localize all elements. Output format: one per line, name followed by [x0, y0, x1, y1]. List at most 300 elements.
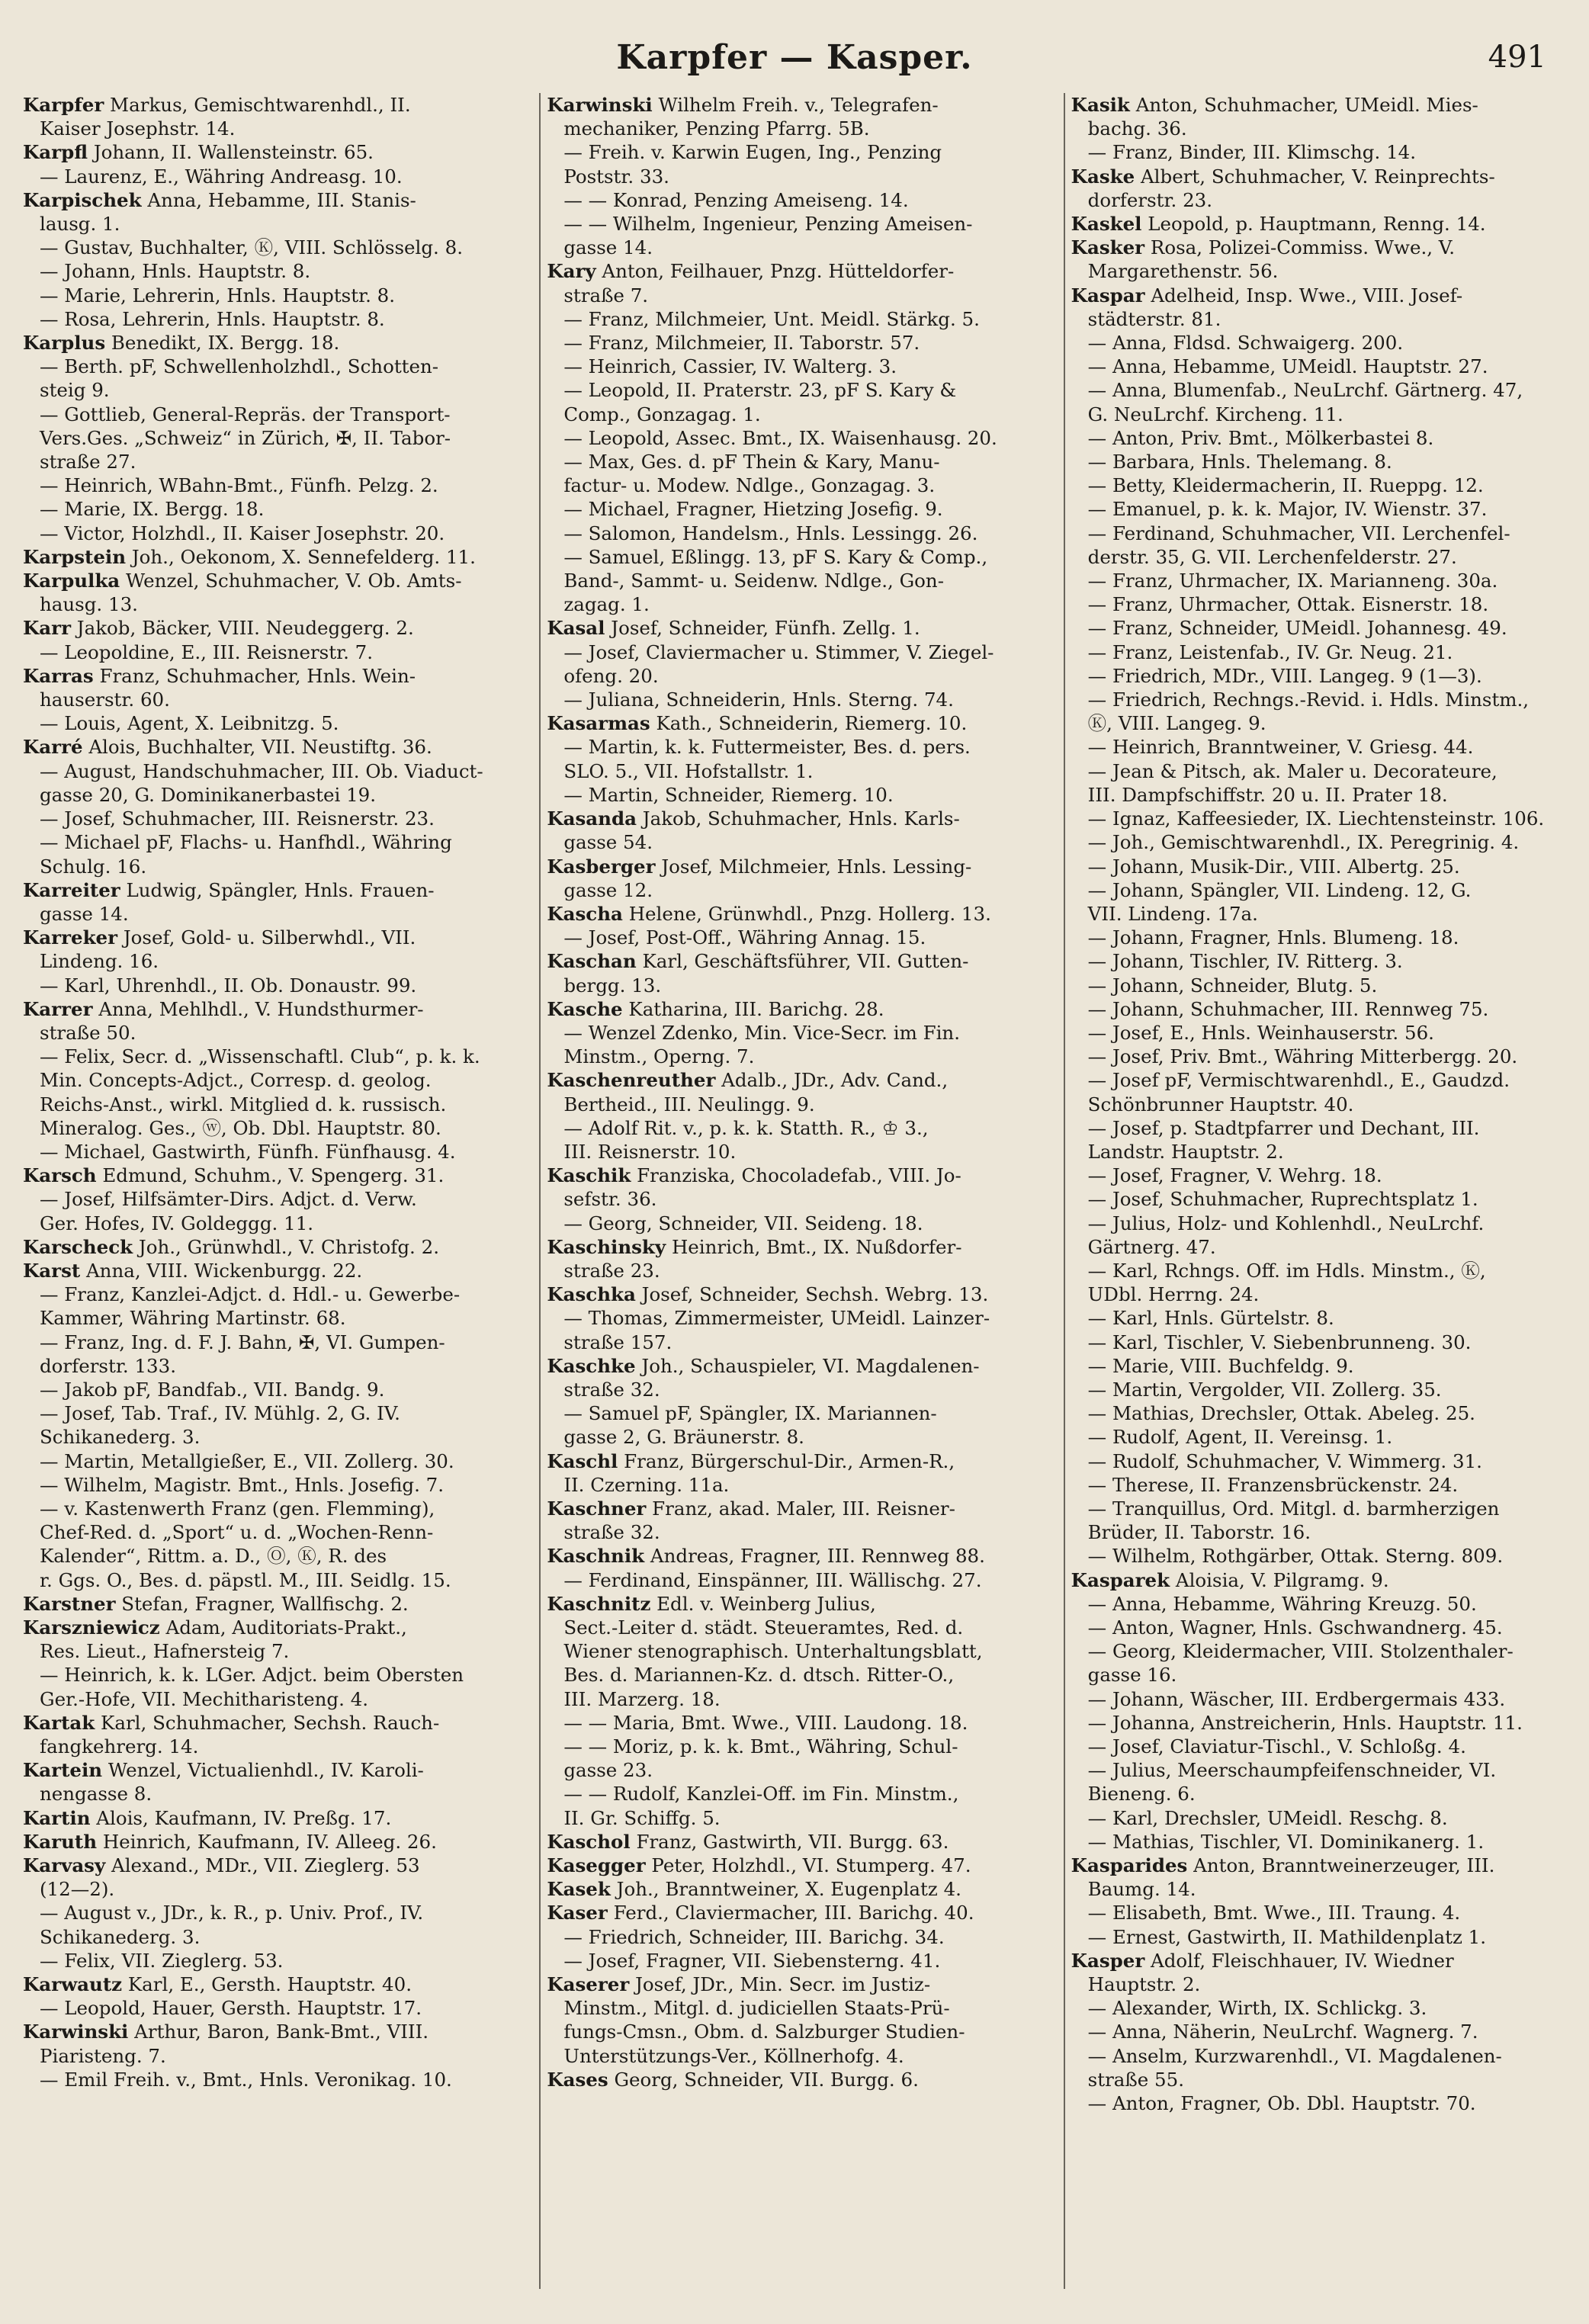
- entry-text: gasse 20, G. Dominikanerbastei 19.: [40, 783, 377, 806]
- directory-entry: [1071, 1687, 1571, 1711]
- entry-text: — Martin, Schneider, Riemerg. 10.: [563, 783, 894, 806]
- entry-text: — Josef, Fragner, V. Wehrg. 18.: [1087, 1164, 1382, 1187]
- entry-text: — Johann, Schneider, Blutg. 5.: [1087, 974, 1378, 997]
- entry-text: — Juliana, Schneiderin, Hnls. Sterng. 74.: [563, 689, 954, 711]
- entry-text: — Anna, Blumenfab., NeuLrchf. Gärtnerg. 47,: [1087, 379, 1523, 402]
- entry-surname: Kasparek: [1071, 1568, 1170, 1591]
- directory-entry: [547, 1045, 1046, 1068]
- entry-text: Heinrich, Bmt., IX. Nußdorfer-: [666, 1235, 962, 1258]
- directory-entry: [547, 259, 1046, 283]
- entry-text: — Karl, Drechsler, UMeidl. Reschg. 8.: [1087, 1806, 1448, 1829]
- entry-text: fungs-Cmsn., Obm. d. Salzburger Studien-: [563, 2021, 965, 2043]
- entry-text: Joh., Grünwhdl., V. Christofg. 2.: [133, 1235, 439, 1258]
- directory-entry: [547, 1544, 1046, 1568]
- directory-entry: [547, 212, 1046, 236]
- directory-entry: [547, 759, 1046, 783]
- entry-text: — Emil Freih. v., Bmt., Hnls. Veronikag. 10.: [40, 2068, 452, 2091]
- directory-entry: [547, 592, 1046, 616]
- directory-entry: [23, 926, 522, 949]
- entry-surname: Karst: [23, 1259, 81, 1282]
- running-title: Karpfer — Kasper.: [616, 38, 973, 77]
- directory-entry: [1071, 188, 1571, 212]
- directory-entry: [547, 1806, 1046, 1830]
- entry-text: UDbl. Herrng. 24.: [1087, 1283, 1260, 1306]
- entry-text: III. Marzerg. 18.: [563, 1687, 721, 1710]
- directory-entry: [1071, 378, 1571, 402]
- entry-text: Vers.Ges. „Schweiz“ in Zürich, ✠, II. Tabor-: [40, 426, 451, 449]
- entry-text: — Rosa, Lehrerin, Hnls. Hauptstr. 8.: [40, 307, 385, 330]
- entry-text: Landstr. Hauptstr. 2.: [1087, 1140, 1284, 1163]
- directory-entry: [1071, 1639, 1571, 1663]
- entry-text: — Georg, Kleidermacher, VIII. Stolzenthaler-: [1087, 1640, 1514, 1663]
- directory-entry: [547, 1568, 1046, 1592]
- entry-surname: Kasparides: [1071, 1854, 1188, 1877]
- directory-entry: [23, 117, 522, 140]
- directory-entry: [1071, 1187, 1571, 1211]
- entry-text: straße 32.: [563, 1378, 660, 1401]
- entry-text: — Jakob pF, Bandfab., VII. Bandg. 9.: [40, 1378, 385, 1401]
- directory-entry: [1071, 1949, 1571, 1973]
- entry-surname: Kaspar: [1071, 284, 1145, 307]
- entry-text: — Wilhelm, Rothgärber, Ottak. Sterng. 809.: [1087, 1545, 1504, 1568]
- entry-text: Wilhelm Freih. v., Telegrafen-: [652, 94, 939, 116]
- directory-entry: [547, 1711, 1046, 1735]
- entry-text: — Rudolf, Schuhmacher, V. Wimmerg. 31.: [1087, 1449, 1482, 1472]
- directory-entry: [1071, 1544, 1571, 1568]
- directory-entry: [23, 1187, 522, 1211]
- entry-surname: Kasker: [1071, 236, 1145, 259]
- directory-entry: [23, 783, 522, 807]
- directory-columns: [23, 93, 1571, 2289]
- entry-text: städterstr. 81.: [1087, 307, 1221, 330]
- entry-text: — Anton, Wagner, Hnls. Gschwandnerg. 45.: [1087, 1616, 1503, 1639]
- directory-entry: [547, 1782, 1046, 1806]
- entry-text: — Franz, Milchmeier, Unt. Meidl. Stärkg. 5.: [563, 307, 980, 330]
- directory-entry: [1071, 1282, 1571, 1306]
- entry-surname: Kasegger: [547, 1854, 646, 1877]
- directory-entry: [547, 1401, 1046, 1425]
- directory-entry: [547, 1093, 1046, 1116]
- directory-entry: [1071, 1068, 1571, 1092]
- directory-entry: [23, 592, 522, 616]
- entry-text: — Samuel pF, Spängler, IX. Mariannen-: [563, 1402, 937, 1425]
- entry-surname: Kasek: [547, 1878, 611, 1901]
- entry-surname: Karwinski: [23, 2021, 129, 2043]
- directory-entry: [23, 1568, 522, 1592]
- entry-surname: Kaschik: [547, 1164, 631, 1187]
- entry-surname: Karpulka: [23, 570, 120, 592]
- entry-text: Alois, Kaufmann, IV. Preßg. 17.: [90, 1806, 392, 1829]
- directory-entry: [1071, 1235, 1571, 1259]
- entry-text: Aloisia, V. Pilgramg. 9.: [1170, 1568, 1389, 1591]
- directory-entry: [547, 93, 1046, 117]
- directory-entry: [1071, 1378, 1571, 1401]
- directory-entry: [23, 284, 522, 307]
- entry-text: — Emanuel, p. k. k. Major, IV. Wienstr. 37.: [1087, 498, 1488, 521]
- entry-text: — August, Handschuhmacher, III. Ob. Viaduct-: [40, 759, 483, 782]
- directory-entry: [1071, 284, 1571, 307]
- directory-entry: [23, 1449, 522, 1473]
- entry-surname: Kaschnitz: [547, 1592, 651, 1615]
- directory-entry: [1071, 1782, 1571, 1806]
- entry-text: straße 55.: [1087, 2068, 1185, 2091]
- directory-entry: [23, 1425, 522, 1449]
- entry-text: Schikanederg. 3.: [40, 1426, 201, 1449]
- entry-text: fangkehrerg. 14.: [40, 1735, 199, 1758]
- entry-text: Josef, Schneider, Fünfh. Zellg. 1.: [605, 617, 920, 640]
- directory-entry: [1071, 1616, 1571, 1639]
- directory-entry: [547, 1354, 1046, 1378]
- directory-entry: [1071, 902, 1571, 926]
- entry-text: — Johann, Wäscher, III. Erdbergermais 433.: [1087, 1687, 1506, 1710]
- entry-text: Margarethenstr. 56.: [1087, 260, 1279, 283]
- directory-entry: [547, 331, 1046, 355]
- directory-entry: [23, 1663, 522, 1687]
- entry-text: — — Moriz, p. k. k. Bmt., Währing, Schul-: [563, 1735, 958, 1758]
- directory-entry: [23, 1806, 522, 1830]
- directory-entry: [23, 93, 522, 117]
- directory-entry: [547, 735, 1046, 759]
- entry-text: — Julius, Holz- und Kohlenhdl., NeuLrchf.: [1087, 1212, 1485, 1234]
- entry-surname: Kaschenreuther: [547, 1069, 716, 1092]
- directory-entry: [1071, 1758, 1571, 1782]
- directory-entry: [547, 1378, 1046, 1401]
- directory-entry: [23, 1497, 522, 1520]
- directory-entry: [547, 403, 1046, 426]
- entry-text: gasse 12.: [563, 878, 653, 901]
- entry-text: VII. Lindeng. 17a.: [1087, 902, 1258, 925]
- entry-text: — Martin, k. k. Futtermeister, Bes. d. pers.: [563, 736, 971, 759]
- directory-entry: [1071, 1877, 1571, 1901]
- entry-text: — Rudolf, Agent, II. Vereinsg. 1.: [1087, 1426, 1393, 1449]
- entry-surname: Karplus: [23, 332, 106, 355]
- directory-entry: [1071, 878, 1571, 902]
- entry-text: — Barbara, Hnls. Thelemang. 8.: [1087, 451, 1392, 473]
- directory-entry: [23, 1259, 522, 1282]
- directory-entry: [547, 783, 1046, 807]
- directory-entry: [23, 331, 522, 355]
- directory-entry: [23, 1140, 522, 1164]
- entry-text: — Jean & Pitsch, ak. Maler u. Decorateure,: [1087, 759, 1498, 782]
- entry-surname: Kasanda: [547, 807, 637, 830]
- entry-text: — Josef, Claviermacher u. Stimmer, V. Ziegel-: [563, 640, 994, 663]
- entry-text: Bieneng. 6.: [1087, 1783, 1196, 1806]
- directory-entry: [23, 855, 522, 878]
- directory-entry: [547, 1901, 1046, 1924]
- entry-text: — Johann, Schuhmacher, III. Rennweg 75.: [1087, 997, 1489, 1020]
- directory-entry: [1071, 1711, 1571, 1735]
- entry-text: Ludwig, Spängler, Hnls. Frauen-: [120, 878, 435, 901]
- entry-text: r. Ggs. O., Bes. d. päpstl. M., III. Seidlg. 15.: [40, 1568, 451, 1591]
- directory-entry: [1071, 140, 1571, 164]
- entry-text: — Franz, Uhrmacher, Ottak. Eisnerstr. 18.: [1087, 593, 1489, 616]
- entry-text: II. Czerning. 11a.: [563, 1473, 730, 1496]
- entry-text: SLO. 5., VII. Hofstallstr. 1.: [563, 759, 814, 782]
- entry-text: — Anna, Fldsd. Schwaigerg. 200.: [1087, 332, 1404, 355]
- directory-entry: [1071, 2091, 1571, 2115]
- directory-entry: [547, 1021, 1046, 1045]
- entry-text: straße 27.: [40, 451, 136, 473]
- directory-entry: [23, 188, 522, 212]
- directory-entry: [23, 140, 522, 164]
- entry-text: Baumg. 14.: [1087, 1878, 1196, 1901]
- directory-entry: [547, 2068, 1046, 2091]
- entry-surname: Karreker: [23, 926, 118, 949]
- entry-text: — Max, Ges. d. pF Thein & Kary, Manu-: [563, 451, 940, 473]
- entry-text: — Franz, Leistenfab., IV. Gr. Neug. 21.: [1087, 640, 1453, 663]
- entry-text: — Josef, Schuhmacher, III. Reisnerstr. 23.: [40, 807, 435, 830]
- directory-entry: [547, 188, 1046, 212]
- directory-entry: [1071, 2068, 1571, 2091]
- entry-text: — Josef, p. Stadtpfarrer und Dechant, III.: [1087, 1116, 1480, 1139]
- entry-text: Kammer, Währing Martinstr. 68.: [40, 1307, 346, 1330]
- directory-entry: [1071, 212, 1571, 236]
- entry-text: Josef, JDr., Min. Secr. im Justiz-: [629, 1973, 931, 1996]
- entry-text: — Josef, Tab. Traf., IV. Mühlg. 2, G. IV.: [40, 1402, 400, 1425]
- directory-entry: [1071, 426, 1571, 450]
- directory-entry: [1071, 1497, 1571, 1520]
- entry-text: Joh., Schauspieler, VI. Magdalenen-: [635, 1354, 980, 1377]
- directory-entry: [547, 450, 1046, 473]
- entry-text: — Victor, Holzhdl., II. Kaiser Josephstr. 20.: [40, 522, 445, 544]
- entry-text: — Johann, Spängler, VII. Lindeng. 12, G.: [1087, 878, 1472, 901]
- entry-text: — Salomon, Handelsm., Hnls. Lessingg. 26.: [563, 522, 978, 544]
- directory-entry: [1071, 664, 1571, 688]
- directory-entry: [23, 1354, 522, 1378]
- directory-entry: [1071, 1212, 1571, 1235]
- entry-text: — Adolf Rit. v., p. k. k. Statth. R., ♔ 3.,: [563, 1116, 929, 1139]
- directory-entry: [1071, 307, 1571, 331]
- entry-surname: Karstner: [23, 1592, 116, 1615]
- directory-entry: [547, 1520, 1046, 1544]
- entry-text: hausg. 13.: [40, 593, 138, 616]
- entry-text: gasse 23.: [563, 1759, 653, 1782]
- directory-entry: [1071, 711, 1571, 735]
- directory-entry: [23, 1068, 522, 1092]
- entry-text: Bes. d. Mariannen-Kz. d. dtsch. Ritter-O.,: [563, 1664, 955, 1687]
- directory-entry: [23, 640, 522, 664]
- entry-surname: Karré: [23, 736, 83, 759]
- entry-text: Karl, Schuhmacher, Sechsh. Rauch-: [95, 1711, 440, 1734]
- entry-text: II. Gr. Schiffg. 5.: [563, 1806, 721, 1829]
- entry-surname: Karwinski: [547, 94, 653, 116]
- directory-entry: [547, 165, 1046, 188]
- directory-entry: [1071, 1996, 1571, 2020]
- directory-entry: [1071, 117, 1571, 140]
- entry-text: Brüder, II. Taborstr. 16.: [1087, 1521, 1311, 1544]
- entry-text: — Anna, Näherin, NeuLrchf. Wagnerg. 7.: [1087, 2021, 1478, 2043]
- entry-text: Georg, Schneider, VII. Burgg. 6.: [608, 2068, 919, 2091]
- directory-entry: [1071, 855, 1571, 878]
- entry-text: G. NeuLrchf. Kircheng. 11.: [1087, 403, 1343, 425]
- entry-surname: Karras: [23, 664, 94, 687]
- entry-text: — Mathias, Tischler, VI. Dominikanerg. 1.: [1087, 1830, 1485, 1853]
- entry-text: gasse 54.: [563, 831, 653, 854]
- entry-text: — Karl, Rchngs. Off. im Hdls. Minstm., Ⓚ,: [1087, 1259, 1486, 1282]
- directory-entry: [1071, 403, 1571, 426]
- entry-text: Josef, Milchmeier, Hnls. Lessing-: [655, 855, 972, 878]
- entry-surname: Karpischek: [23, 188, 142, 211]
- directory-entry: [23, 1949, 522, 1973]
- entry-surname: Kasche: [547, 997, 623, 1020]
- entry-text: Minstm., Mitgl. d. judiciellen Staats-Prü-: [563, 1997, 950, 2020]
- entry-text: Peter, Holzhdl., VI. Stumperg. 47.: [645, 1854, 971, 1877]
- entry-text: Franz, akad. Maler, III. Reisner-: [646, 1497, 955, 1520]
- directory-entry: [1071, 735, 1571, 759]
- directory-entry: [1071, 1854, 1571, 1877]
- entry-text: — Franz, Schneider, UMeidl. Johannesg. 49.: [1087, 617, 1507, 640]
- entry-text: — Betty, Kleidermacherin, II. Rueppg. 12.: [1087, 474, 1484, 497]
- entry-text: — Ignaz, Kaffeesieder, IX. Liechtensteinstr. 106.: [1087, 807, 1545, 830]
- entry-text: — Marie, IX. Bergg. 18.: [40, 498, 265, 521]
- directory-entry: [547, 711, 1046, 735]
- entry-text: — Wenzel Zdenko, Min. Vice-Secr. im Fin.: [563, 1021, 960, 1044]
- entry-text: straße 7.: [563, 284, 649, 307]
- directory-entry: [23, 1164, 522, 1187]
- directory-entry: [547, 1449, 1046, 1473]
- directory-entry: [23, 735, 522, 759]
- entry-text: — Leopold, II. Praterstr. 23, pF S. Kary &: [563, 379, 957, 402]
- directory-entry: [1071, 355, 1571, 378]
- entry-text: mechaniker, Penzing Pfarrg. 5B.: [563, 117, 870, 140]
- entry-text: Joh., Oekonom, X. Sennefelderg. 11.: [126, 545, 476, 568]
- directory-entry: [547, 1616, 1046, 1639]
- entry-text: — — Wilhelm, Ingenieur, Penzing Ameisen-: [563, 213, 973, 236]
- entry-surname: Kartein: [23, 1759, 103, 1782]
- entry-text: — Franz, Ing. d. F. J. Bahn, ✠, VI. Gumpen-: [40, 1331, 445, 1353]
- directory-entry: [23, 378, 522, 402]
- entry-text: — Karl, Uhrenhdl., II. Ob. Donaustr. 99.: [40, 974, 417, 997]
- entry-text: — Johann, Hnls. Hauptstr. 8.: [40, 260, 311, 283]
- directory-entry: [547, 1996, 1046, 2020]
- directory-entry: [23, 664, 522, 688]
- entry-text: — Gustav, Buchhalter, Ⓚ, VIII. Schlösselg. 8.: [40, 236, 463, 259]
- entry-surname: Kascha: [547, 902, 623, 925]
- entry-surname: Kaschka: [547, 1283, 636, 1306]
- entry-text: — Johann, Musik-Dir., VIII. Albertg. 25.: [1087, 855, 1460, 878]
- entry-text: Anna, VIII. Wickenburgg. 22.: [80, 1259, 363, 1282]
- column-3: [1064, 93, 1571, 2289]
- directory-entry: [547, 1592, 1046, 1616]
- entry-text: Wenzel, Schuhmacher, V. Ob. Amts-: [120, 570, 462, 592]
- directory-entry: [23, 1401, 522, 1425]
- directory-entry: [547, 926, 1046, 949]
- entry-text: Jakob, Bäcker, VIII. Neudeggerg. 2.: [71, 617, 414, 640]
- directory-entry: [23, 165, 522, 188]
- entry-text: Schulg. 16.: [40, 855, 147, 878]
- entry-text: — — Rudolf, Kanzlei-Off. im Fin. Minstm.,: [563, 1783, 959, 1806]
- entry-text: bachg. 36.: [1087, 117, 1187, 140]
- entry-text: Anna, Hebamme, III. Stanis-: [141, 188, 416, 211]
- column-2: [539, 93, 1046, 2289]
- entry-text: Anna, Mehlhdl., V. Hundsthurmer-: [92, 997, 424, 1020]
- entry-text: — Michael, Fragner, Hietzing Josefig. 9.: [563, 498, 943, 521]
- entry-text: Lindeng. 16.: [40, 950, 159, 973]
- directory-entry: [547, 1116, 1046, 1140]
- entry-surname: Karreiter: [23, 878, 120, 901]
- entry-text: — Anna, Hebamme, Währing Kreuzg. 50.: [1087, 1592, 1477, 1615]
- directory-entry: [1071, 569, 1571, 592]
- entry-text: — Ferdinand, Schuhmacher, VII. Lerchenfel-: [1087, 522, 1510, 544]
- entry-text: derstr. 35, G. VII. Lerchenfelderstr. 27.: [1087, 545, 1457, 568]
- entry-text: — Louis, Agent, X. Leibnitzg. 5.: [40, 712, 339, 735]
- entry-text: — Julius, Meerschaumpfeifenschneider, VI.: [1087, 1759, 1497, 1782]
- directory-entry: [1071, 1164, 1571, 1187]
- directory-entry: [1071, 450, 1571, 473]
- directory-entry: [23, 2020, 522, 2043]
- entry-text: — Johann, Tischler, IV. Ritterg. 3.: [1087, 950, 1403, 973]
- entry-text: — — Konrad, Penzing Ameiseng. 14.: [563, 188, 909, 211]
- directory-entry: [1071, 1116, 1571, 1140]
- entry-text: gasse 14.: [563, 236, 653, 259]
- entry-text: — Franz, Uhrmacher, IX. Marianneng. 30a.: [1087, 570, 1498, 592]
- directory-entry: [1071, 1093, 1571, 1116]
- directory-entry: [23, 616, 522, 640]
- directory-entry: [1071, 93, 1571, 117]
- entry-text: Anton, Feilhauer, Pnzg. Hütteldorfer-: [595, 260, 955, 283]
- entry-text: Johann, II. Wallensteinstr. 65.: [88, 141, 374, 164]
- directory-entry: [23, 1782, 522, 1806]
- directory-entry: [23, 2068, 522, 2091]
- directory-entry: [23, 236, 522, 259]
- directory-entry: [547, 1306, 1046, 1330]
- entry-text: — Therese, II. Franzensbrückenstr. 24.: [1087, 1473, 1459, 1496]
- entry-text: gasse 14.: [40, 902, 129, 925]
- entry-text: Benedikt, IX. Bergg. 18.: [105, 332, 340, 355]
- entry-text: dorferstr. 23.: [1087, 188, 1213, 211]
- directory-entry: [547, 664, 1046, 688]
- directory-entry: [1071, 830, 1571, 854]
- directory-entry: [547, 1639, 1046, 1663]
- entry-surname: Kases: [547, 2068, 608, 2091]
- directory-entry: [23, 1996, 522, 2020]
- entry-text: — Michael, Gastwirth, Fünfh. Fünfhausg. 4.: [40, 1140, 456, 1163]
- entry-text: — Wilhelm, Magistr. Bmt., Hnls. Josefig. 7.: [40, 1473, 445, 1496]
- entry-text: gasse 16.: [1087, 1664, 1177, 1687]
- entry-text: Arthur, Baron, Bank-Bmt., VIII.: [128, 2021, 429, 2043]
- directory-entry: [547, 1259, 1046, 1282]
- entry-text: Res. Lieut., Hafnersteig 7.: [40, 1640, 290, 1663]
- entry-text: dorferstr. 133.: [40, 1354, 176, 1377]
- directory-entry: [1071, 807, 1571, 830]
- directory-entry: [1071, 1259, 1571, 1282]
- entry-text: sefstr. 36.: [563, 1188, 657, 1211]
- entry-text: — Josef, Hilfsämter-Dirs. Adjct. d. Verw.: [40, 1188, 417, 1211]
- directory-entry: [1071, 1140, 1571, 1164]
- directory-entry: [547, 378, 1046, 402]
- directory-entry: [547, 688, 1046, 711]
- entry-text: — Anna, Hebamme, UMeidl. Hauptstr. 27.: [1087, 355, 1488, 378]
- directory-entry: [23, 522, 522, 545]
- directory-entry: [23, 949, 522, 973]
- directory-entry: [547, 1973, 1046, 1996]
- directory-entry: [1071, 1354, 1571, 1378]
- directory-entry: [547, 1212, 1046, 1235]
- entry-text: — Friedrich, Rechngs.-Revid. i. Hdls. Minstm.,: [1087, 689, 1530, 711]
- entry-text: Bertheid., III. Neulingg. 9.: [563, 1093, 815, 1115]
- entry-text: Chef-Red. d. „Sport“ u. d. „Wochen-Renn-: [40, 1521, 434, 1544]
- entry-text: — Heinrich, Branntweiner, V. Griesg. 44.: [1087, 736, 1474, 759]
- entry-text: factur- u. Modew. Ndlge., Gonzagag. 3.: [563, 474, 936, 497]
- entry-text: Katharina, III. Barichg. 28.: [622, 997, 884, 1020]
- entry-text: Adelheid, Insp. Wwe., VIII. Josef-: [1144, 284, 1463, 307]
- directory-entry: [547, 974, 1046, 997]
- entry-text: — Josef, Post-Off., Währing Annag. 15.: [563, 926, 926, 949]
- entry-surname: Karuth: [23, 1830, 98, 1853]
- directory-entry: [547, 807, 1046, 830]
- entry-text: Band-, Sammt- u. Seidenw. Ndlge., Gon-: [563, 570, 944, 592]
- entry-text: — Johann, Fragner, Hnls. Blumeng. 18.: [1087, 926, 1459, 949]
